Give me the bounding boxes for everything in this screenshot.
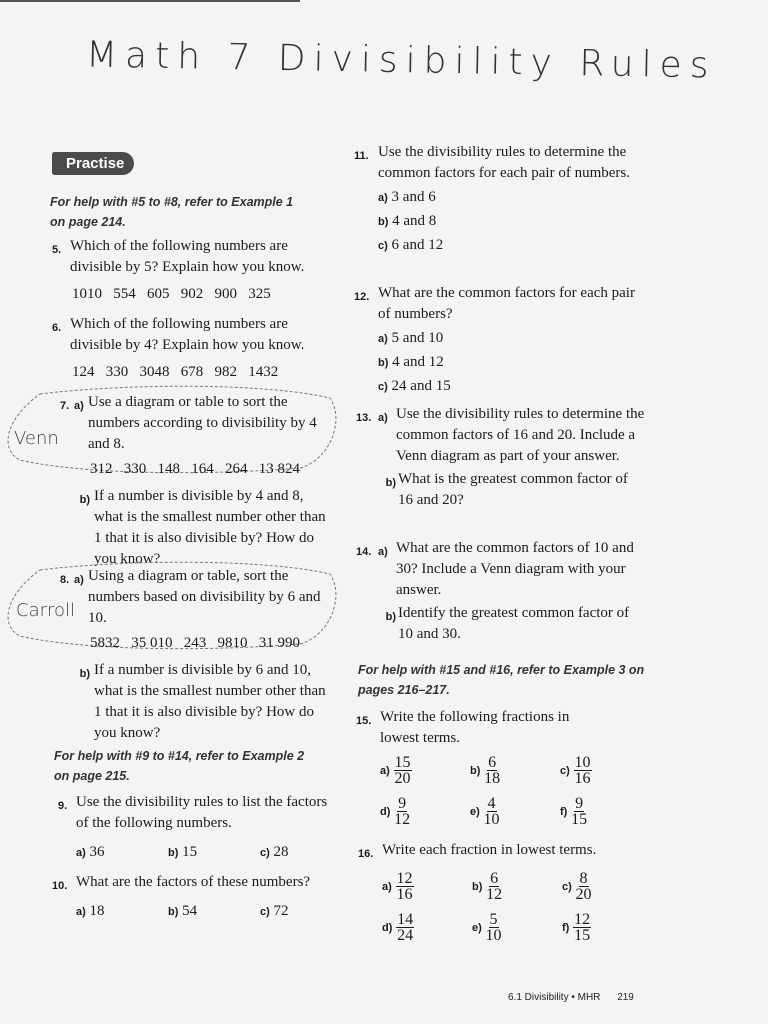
part-label-a: a) <box>378 333 388 345</box>
question-number: 13. <box>356 412 372 424</box>
denominator: 16 <box>574 770 591 787</box>
denominator: 10 <box>483 811 500 828</box>
part-label-a: a) <box>378 546 388 558</box>
part-b-value: 15 <box>182 844 198 860</box>
part-label-b: b) <box>385 477 396 489</box>
part-label-b: b) <box>168 847 179 859</box>
part-label-a: a) <box>74 400 84 412</box>
part-b <box>378 352 644 374</box>
part-label-c: c) <box>260 906 270 918</box>
practise-badge: Practise <box>52 152 134 175</box>
part-a-value: 18 <box>89 903 105 919</box>
fraction-label: d) <box>382 921 393 934</box>
denominator: 10 <box>485 927 502 944</box>
fraction-item <box>470 755 560 786</box>
part-b-text: Identify the greatest common factor of 10 and 30. <box>398 605 630 642</box>
part-label-b: b) <box>79 668 90 680</box>
page-footer <box>508 992 634 1003</box>
part-c-value: 6 and 12 <box>391 237 444 253</box>
part-label-b: b) <box>378 216 389 228</box>
question-number: 11. <box>354 150 369 162</box>
fraction-item <box>472 912 562 943</box>
fraction <box>394 755 412 786</box>
part-label-c: c) <box>378 240 388 252</box>
question-8 <box>60 566 330 744</box>
number-list: 5832 35 010 243 9810 31 990 <box>90 635 300 651</box>
fraction-label: a) <box>380 764 390 777</box>
part-c <box>378 235 644 257</box>
help-note-2: For help with #9 to #14, refer to Example 2 on page 215. <box>54 749 305 783</box>
question-number: 16. <box>358 848 374 860</box>
part-b-value: 4 and 12 <box>392 354 444 370</box>
question-number: 14. <box>356 546 372 558</box>
fraction-label: a) <box>382 880 392 893</box>
part-label-a: a) <box>74 574 84 586</box>
fraction-item <box>562 871 652 902</box>
fraction <box>396 912 414 943</box>
question-14 <box>356 538 646 645</box>
question-12 <box>354 283 644 398</box>
page-number: 219 <box>617 992 634 1003</box>
part-b-value: 4 and 8 <box>392 213 437 229</box>
part-a <box>378 328 644 350</box>
fraction <box>573 912 591 943</box>
question-7 <box>60 392 330 570</box>
fraction-label: f) <box>560 805 568 818</box>
part-a-text: What are the common factors of 10 and 30? Include a Venn diagram with your answer. <box>396 540 634 598</box>
fraction <box>396 871 414 902</box>
fraction <box>571 796 587 827</box>
numerator: 9 <box>575 795 584 812</box>
question-10 <box>52 872 342 923</box>
question-text: Which of the following numbers are divisible by 4? Explain how you know. <box>70 316 305 353</box>
fraction-item <box>560 796 650 827</box>
part-b-text: What is the greatest common factor of 16 and 20? <box>398 471 628 508</box>
fraction-grid <box>380 755 656 827</box>
fraction-label: c) <box>562 880 572 893</box>
numerator: 10 <box>574 754 591 771</box>
fraction-label: f) <box>562 921 570 934</box>
part-b-text: If a number is divisible by 4 and 8, what is the smallest number other than 1 that it is also divisible by? How do you know? <box>94 488 326 567</box>
number-list: 1010 554 605 902 900 325 <box>72 286 271 302</box>
part-label-b: b) <box>79 494 90 506</box>
numerator: 5 <box>489 911 498 928</box>
fraction <box>394 796 410 827</box>
fraction-label: b) <box>470 764 481 777</box>
question-number: 10. <box>52 880 68 892</box>
denominator: 16 <box>396 886 413 903</box>
question-15 <box>356 707 656 827</box>
fraction <box>484 796 500 827</box>
fraction <box>484 755 500 786</box>
part-label-a: a) <box>378 192 388 204</box>
fraction <box>486 871 502 902</box>
question-9 <box>58 792 338 864</box>
numerator: 6 <box>490 870 499 887</box>
part-c <box>378 376 644 398</box>
numerator: 12 <box>574 911 591 928</box>
part-label-b: b) <box>168 906 179 918</box>
part-a-value: 5 and 10 <box>391 330 444 346</box>
question-5 <box>52 236 322 305</box>
part-label-c: c) <box>378 381 388 393</box>
part-label-c: c) <box>260 847 270 859</box>
question-text: Use the divisibility rules to list the factors of the following numbers. <box>76 794 328 831</box>
question-number: 12. <box>354 291 370 303</box>
numerator: 14 <box>397 911 414 928</box>
fraction-item <box>560 755 650 786</box>
fraction-item <box>470 796 560 827</box>
fraction <box>486 912 502 943</box>
handwritten-label-venn: Venn <box>14 428 59 449</box>
fraction-item <box>380 796 470 827</box>
question-number: 15. <box>356 715 372 727</box>
numerator: 12 <box>396 870 413 887</box>
part-a-value: 36 <box>89 844 105 860</box>
numerator: 4 <box>487 795 496 812</box>
denominator: 12 <box>394 811 411 828</box>
question-13 <box>356 404 646 511</box>
question-text: What are the common factors for each pair of numbers? <box>378 285 635 322</box>
question-11 <box>354 142 644 257</box>
question-text: Which of the following numbers are divisible by 5? Explain how you know. <box>70 238 305 275</box>
footer-section: 6.1 Divisibility • MHR <box>508 992 601 1003</box>
denominator: 12 <box>486 886 503 903</box>
question-number: 8. <box>60 574 70 586</box>
denominator: 24 <box>397 927 414 944</box>
fraction-label: b) <box>472 880 483 893</box>
question-number: 9. <box>58 800 68 812</box>
number-list: 124 330 3048 678 982 1432 <box>72 364 279 380</box>
question-6 <box>52 314 322 383</box>
fraction-item <box>472 871 562 902</box>
help-note-3: For help with #15 and #16, refer to Example 3 on pages 216–217. <box>358 663 645 697</box>
numerator: 8 <box>579 870 588 887</box>
part-a <box>378 187 644 209</box>
denominator: 18 <box>484 770 501 787</box>
part-a-value: 3 and 6 <box>391 189 436 205</box>
fraction <box>574 755 592 786</box>
question-number: 7. <box>60 400 70 412</box>
part-label-a: a) <box>76 906 86 918</box>
numerator: 6 <box>488 754 497 771</box>
fraction-label: c) <box>560 764 570 777</box>
handwritten-title: Math 7 Divisibility Rules <box>85 34 717 87</box>
number-list: 312 330 148 164 264 13 824 <box>90 461 300 477</box>
part-a-text: Use a diagram or table to sort the numbers according to divisibility by 4 and 8. <box>88 394 317 452</box>
numerator: 15 <box>394 754 411 771</box>
question-text: Write the following fractions in lowest terms. <box>380 709 570 746</box>
question-text: Write each fraction in lowest terms. <box>382 842 597 858</box>
numerator: 9 <box>398 795 407 812</box>
part-a-text: Using a diagram or table, sort the numbers based on divisibility by 6 and 10. <box>88 568 321 626</box>
fraction-label: e) <box>470 805 480 818</box>
fraction-label: e) <box>472 921 482 934</box>
part-c-value: 72 <box>273 903 289 919</box>
part-c-value: 28 <box>273 844 289 860</box>
fraction-item <box>382 871 472 902</box>
fraction-grid <box>382 871 658 943</box>
fraction-item <box>380 755 470 786</box>
denominator: 20 <box>575 886 592 903</box>
denominator: 15 <box>571 811 588 828</box>
part-label-b: b) <box>378 357 389 369</box>
question-number: 6. <box>52 322 62 334</box>
denominator: 15 <box>574 927 591 944</box>
fraction-item <box>562 912 652 943</box>
part-a-text: Use the divisibility rules to determine the common factors of 16 and 20. Include a Venn diagram as part of your answer. <box>396 406 645 464</box>
fraction-label: d) <box>380 805 391 818</box>
question-text: What are the factors of these numbers? <box>76 874 311 890</box>
question-16 <box>358 840 658 943</box>
question-number: 5. <box>52 244 62 256</box>
part-label-a: a) <box>378 412 388 424</box>
part-b-text: If a number is divisible by 6 and 10, what is the smallest number other than 1 that it is also divisible by? How do you know? <box>94 662 326 741</box>
part-c-value: 24 and 15 <box>391 378 451 394</box>
part-b-value: 54 <box>182 903 198 919</box>
handwritten-label-carroll: Carroll <box>16 600 76 621</box>
part-b <box>378 211 644 233</box>
help-note-1: For help with #5 to #8, refer to Example 1 on page 214. <box>50 195 294 229</box>
fraction <box>576 871 592 902</box>
part-label-a: a) <box>76 847 86 859</box>
part-label-b: b) <box>385 611 396 623</box>
question-text: Use the divisibility rules to determine the common factors for each pair of numbers. <box>378 144 630 181</box>
fraction-item <box>382 912 472 943</box>
denominator: 20 <box>394 770 411 787</box>
top-rule <box>0 0 300 2</box>
